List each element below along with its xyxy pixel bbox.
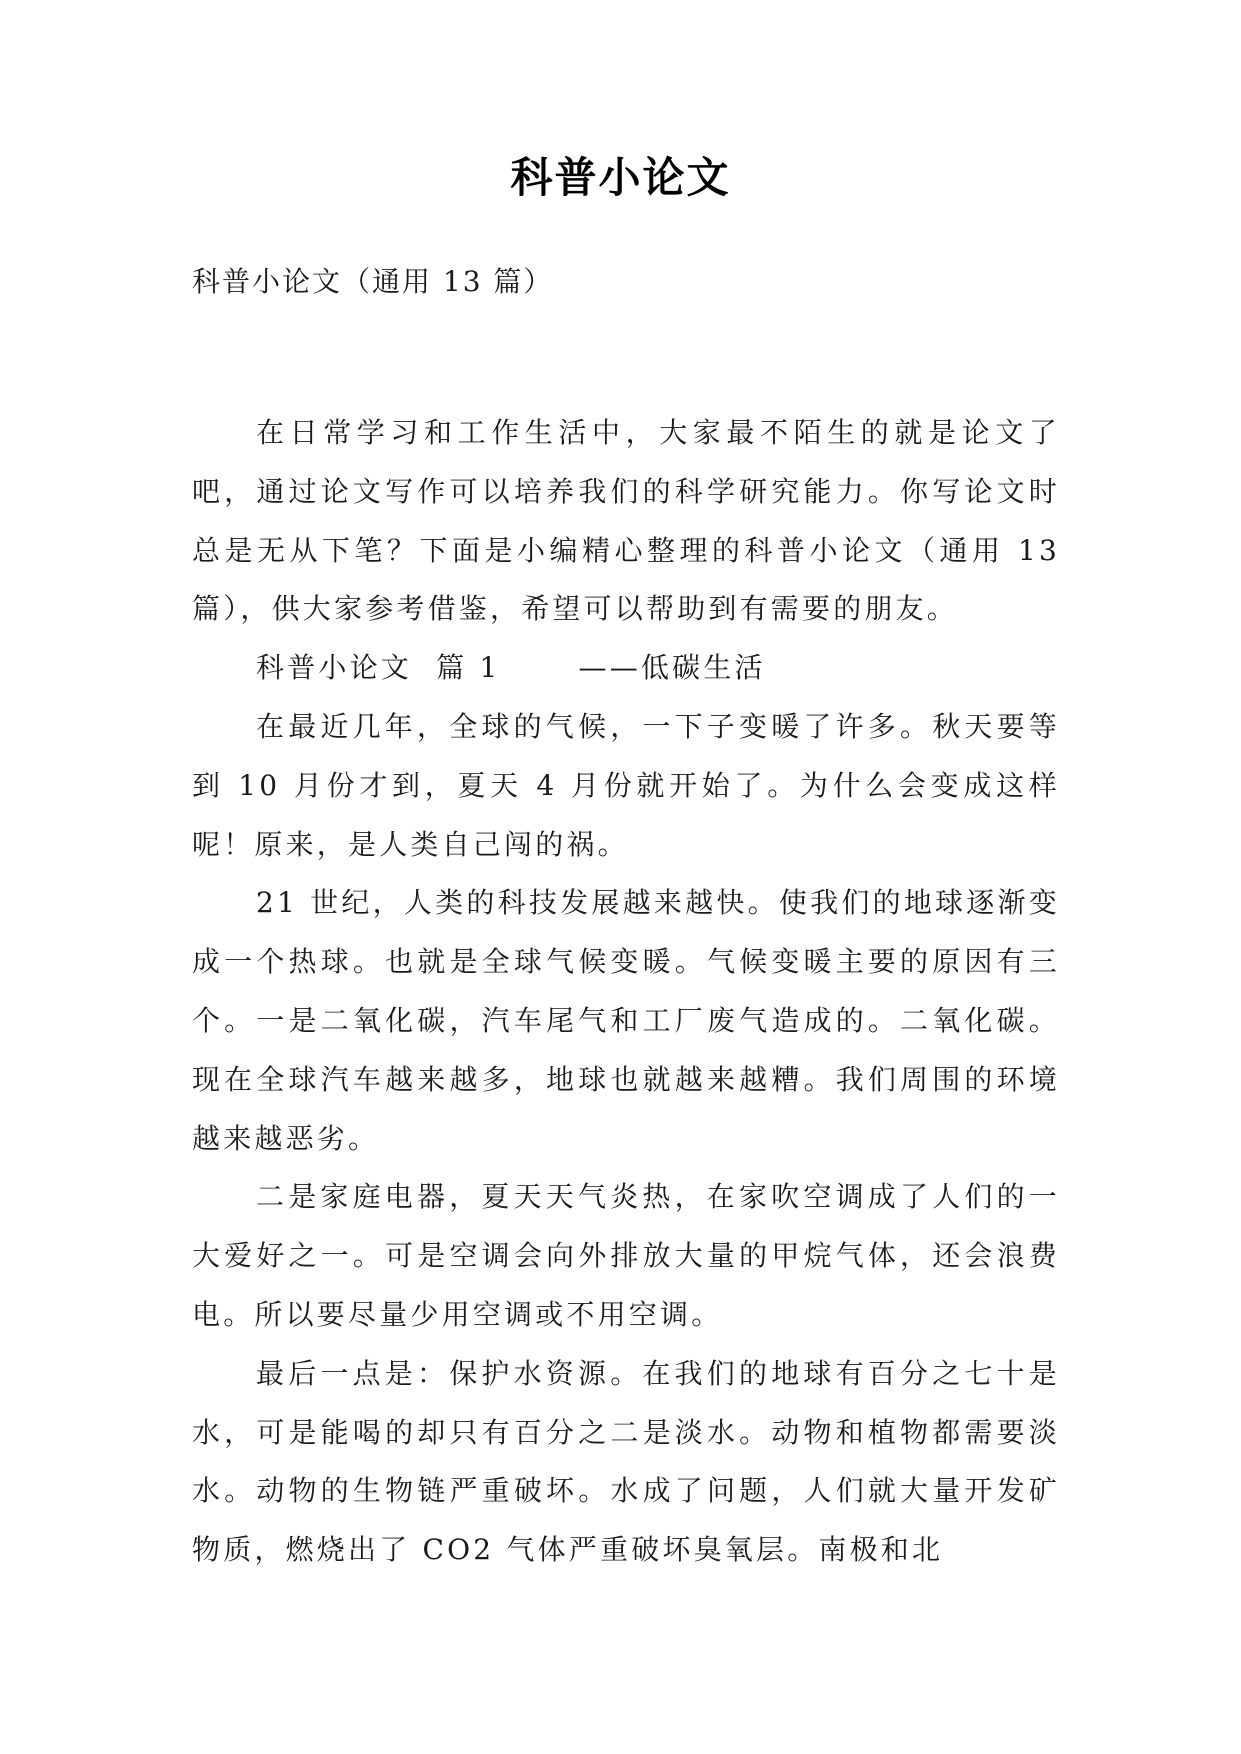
section-title: ——低碳生活 bbox=[578, 651, 766, 685]
document-subtitle: 科普小论文（通用 13 篇） bbox=[192, 265, 554, 298]
section-heading bbox=[192, 639, 1060, 698]
body-paragraph: 最后一点是：保护水资源。在我们的地球有百分之七十是水，可是能喝的却只有百分之二是淡水。动物和植物都需要淡水。动物的生物链严重破坏。水成了问题，人们就大量开发矿物质，燃烧出了 CO2 气体严重破坏臭氧层。南极和北 bbox=[192, 1356, 1060, 1567]
body-paragraph: 在最近几年，全球的气候，一下子变暖了许多。秋天要等到 10 月份才到，夏天 4 月份就开始了。为什么会变成这样呢！原来，是人类自己闯的祸。 bbox=[192, 709, 1060, 861]
body-paragraph: 二是家庭电器，夏天天气炎热，在家吹空调成了人们的一大爱好之一。可是空调会向外排放大量的甲烷气体，还会浪费电。所以要尽量少用空调或不用空调。 bbox=[192, 1180, 1060, 1331]
section-label: 科普小论文 篇 1 bbox=[256, 651, 501, 685]
body-paragraph: 21 世纪，人类的科技发展越来越快。使我们的地球逐渐变成一个热球。也就是全球气候变暖。气候变暖主要的原因有三个。一是二氧化碳，汽车尾气和工厂废气造成的。二氧化碳。现在全球汽车越来越多，地球也就越来越糟。我们周围的环境越来越恶劣。 bbox=[192, 886, 1060, 1155]
document-body bbox=[192, 404, 1060, 1580]
document-title: 科普小论文 bbox=[510, 153, 731, 202]
intro-paragraph: 在日常学习和工作生活中，大家最不陌生的就是论文了吧，通过论文写作可以培养我们的科学研究能力。你写论文时总是无从下笔？下面是小编精心整理的科普小论文（通用 13 篇），供大家参考借鉴，希望可以帮助到有需要的朋友。 bbox=[192, 416, 1060, 626]
